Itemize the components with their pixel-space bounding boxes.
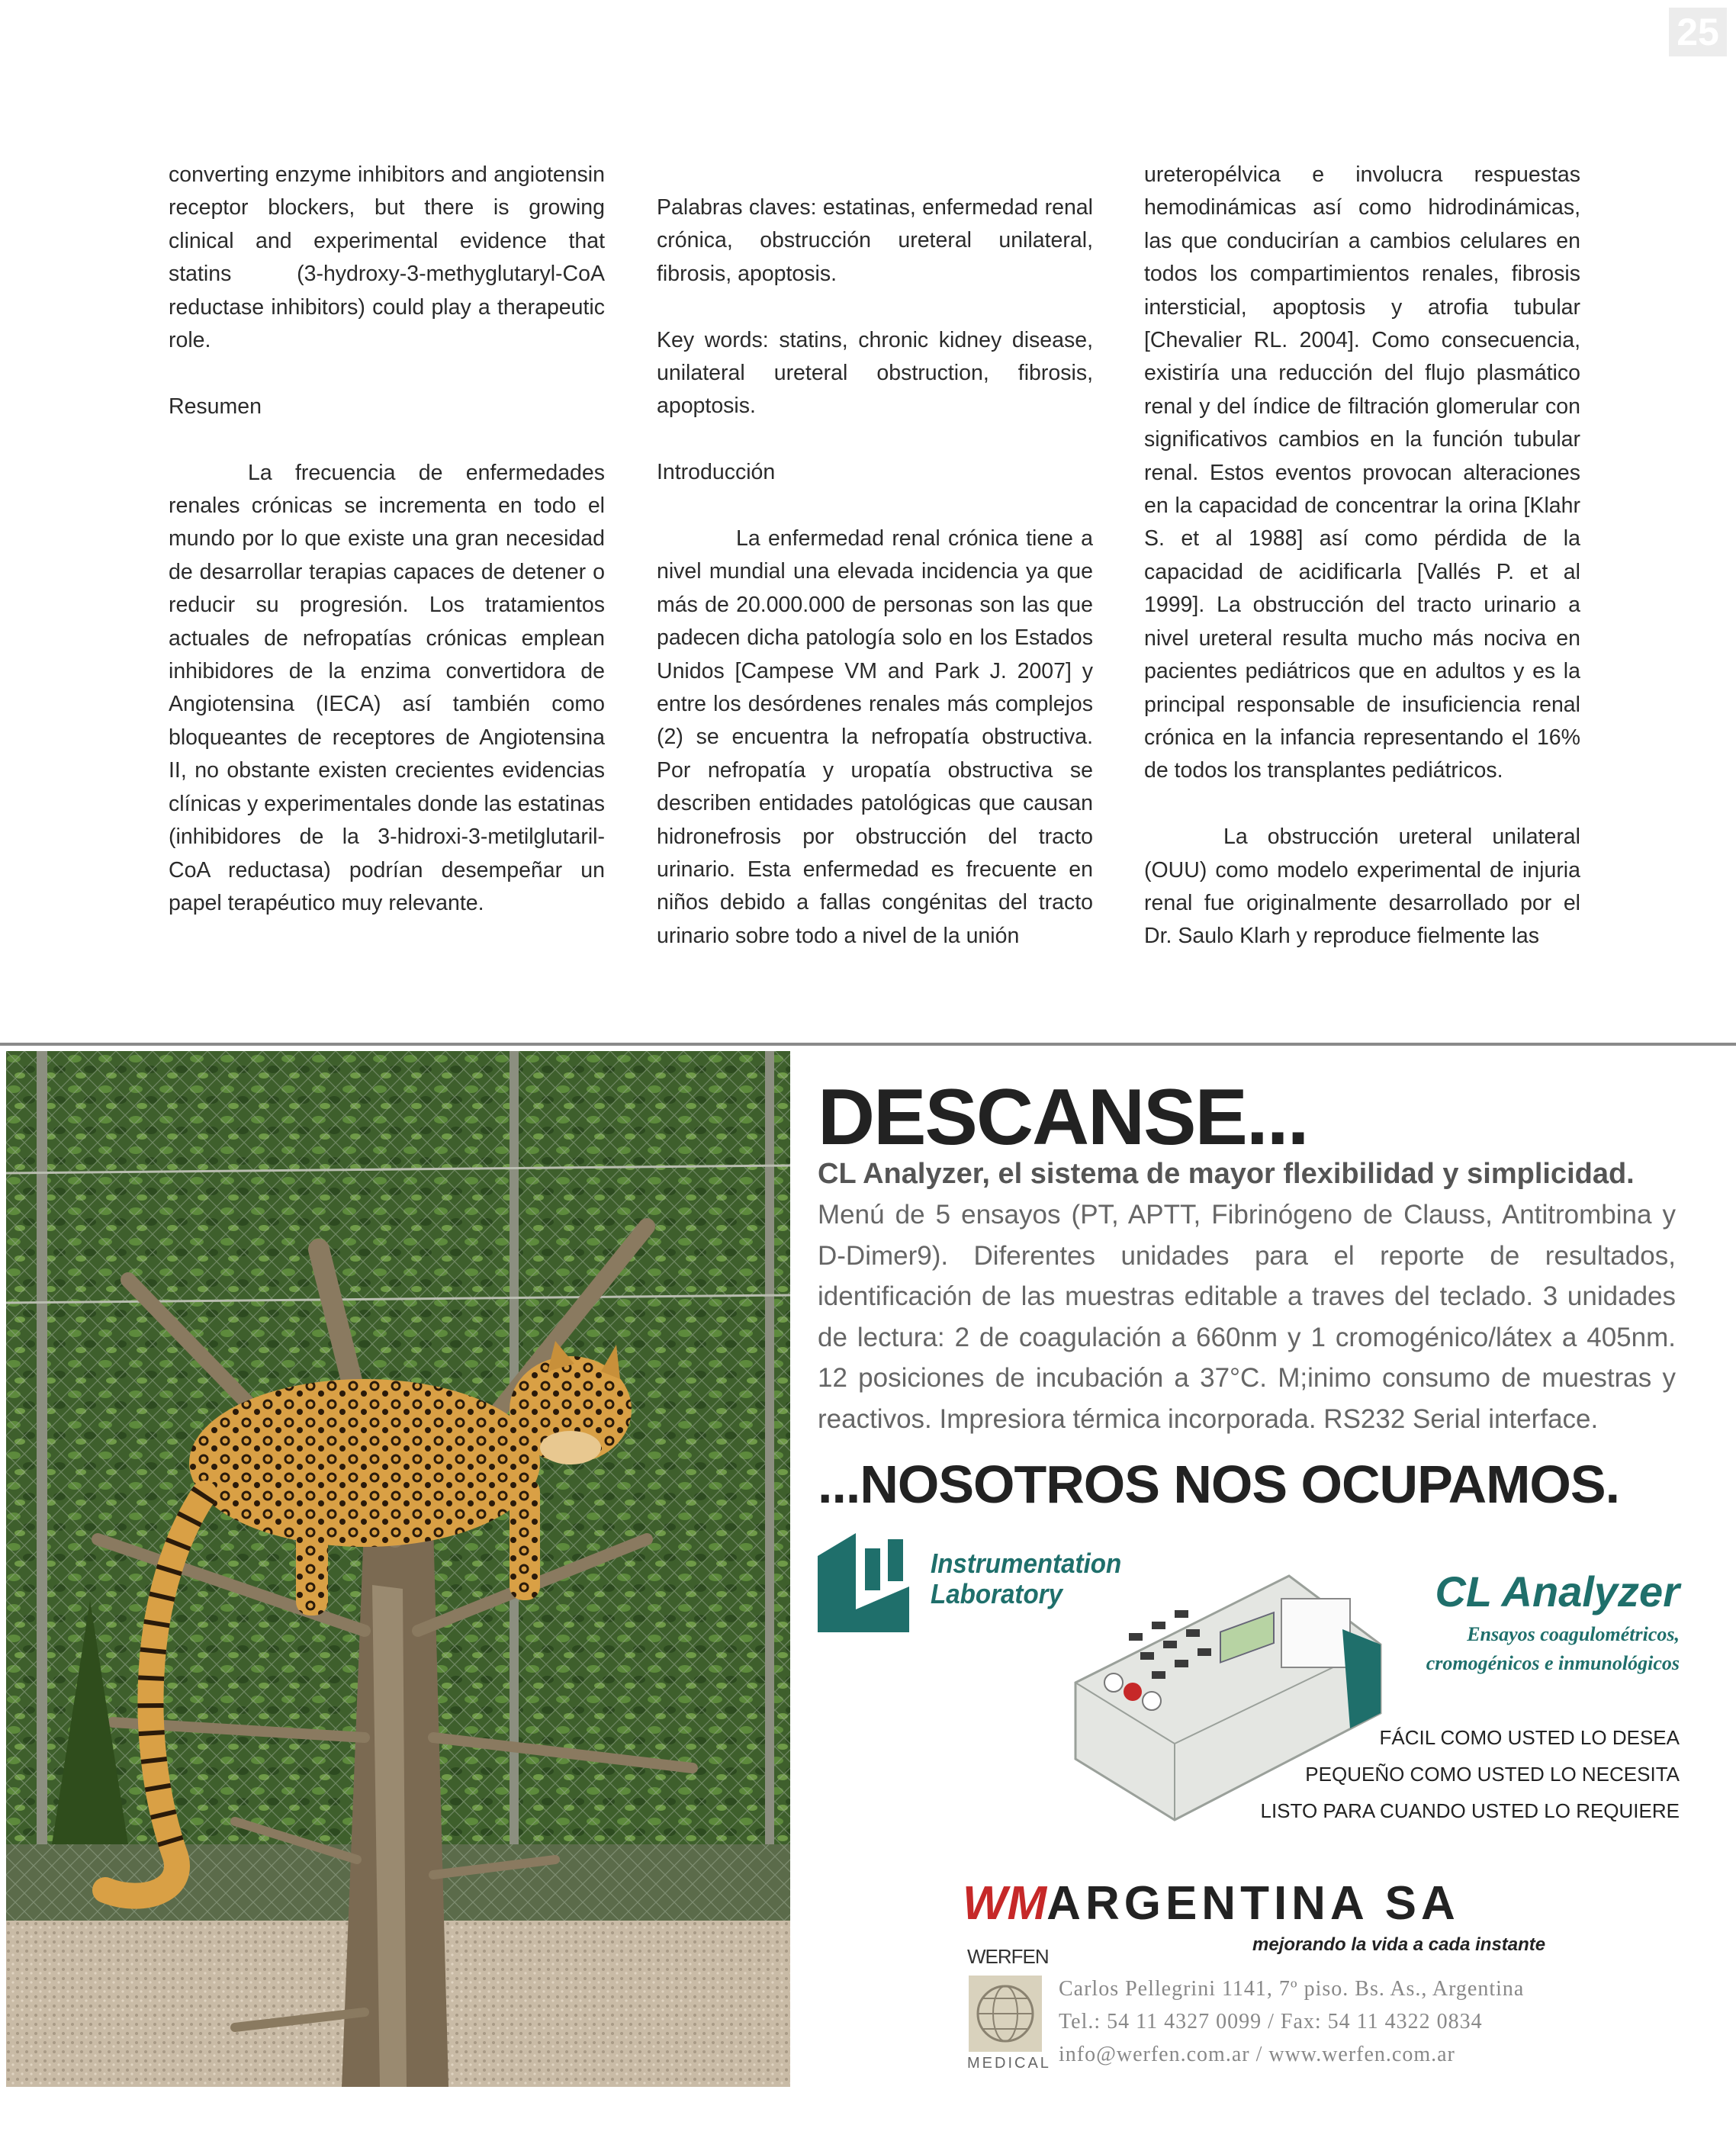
paragraph: La enfermedad renal crónica tiene a nivel mundial una elevada incidencia ya que más de 20.000.000 de personas son las que padecen dicha patología solo en los Estados Unidos [Campese VM and Park J. 2007] y entre los desórdenes renales más complejos (2) se encuentra la nefropatía obstructiva. Por nefropatía y uropatía obstructiva se describen entidades patológicas que causan hidronefrosis por obstrucción del tracto urinario. Esta enfermedad es frecuente en niños debido a fallas congénitas del tracto urinario sobre todo a nivel de la unión: [657, 526, 1093, 948]
ad-headline: DESCANSE...: [818, 1073, 1308, 1162]
werfen-medical-label: MEDICAL: [967, 2055, 1051, 2072]
cl-analyzer-advertisement: [818, 1051, 1680, 2096]
page-number: 25: [1669, 8, 1727, 56]
product-description: Ensayos coagulométricos, cromogénicos e inmunológicos: [1426, 1623, 1680, 1674]
ad-subheadline: CL Analyzer, el sistema de mayor flexibilidad y simplicidad.: [818, 1158, 1635, 1190]
product-name: CL Analyzer: [1435, 1567, 1680, 1616]
product-claims: FÁCIL COMO USTED LO DESEA PEQUEÑO COMO USTED LO NECESITA LISTO PARA CUANDO USTED LO REQUIERE: [1260, 1726, 1680, 1822]
instrumentation-laboratory-logo-icon: [818, 1525, 917, 1640]
ad-body-text: Menú de 5 ensayos (PT, APTT, Fibrinógeno de Clauss, Antitrombina y D-Dimer9). Diferentes unidades para el reporte de resultados, identificación de las muestras editable a traves del teclado. 3 unidades de lectura: 2 de coagulación a 660nm y 1 cromogénico/látex a 405nm. 12 posiciones de incubación a 37°C. M;inimo consumo de muestras y reactivos. Impresiora térmica incorporada. RS232 Serial interface.: [818, 1200, 1676, 1434]
instrumentation-laboratory-wordmark: Instrumentation Laboratory: [931, 1548, 1122, 1609]
paragraph: La frecuencia de enfermedades renales crónicas se incrementa en todo el mundo por lo que existe una gran necesidad de desarrollar terapias capaces de detener o reducir su progresión. Los tratamientos actuales de nefropatías crónicas emplean inhibidores de la enzima convertidora de Angiotensina (IECA) así también como bloqueantes de receptores de Angiotensina II, no obstante existen crecientes evidencias clínicas y experimentales donde las estatinas (inhibidores de la 3-hidroxi-3-metilglutaril-CoA reductasa) podrían desempeñar un papel terapéutico muy relevante.: [169, 460, 605, 915]
paragraph: ureteropélvica e involucra respuestas hemodinámicas así como hidrodinámicas, las que conducirían a cambios celulares en todos los compartimientos renales, fibrosis intersticial, apoptosis y atrofia tubular [Chevalier RL. 2004]. Como consecuencia, existiría una reducción del flujo plasmático renal y del índice de filtración glomerular con significativos cambios en la función tubular renal. Estos eventos provocan alteraciones en la capacidad de concentrar la orina [Klahr S. et al 1988] así como pérdida de la capacidad de acidificarla [Vallés P. et al 1999]. La obstrucción del tracto urinario a nivel ureteral resulta mucho más nociva en pacientes pediátricos que en adultos y es la principal responsable de insuficiencia renal crónica en la infancia representando el 16% de todos los transplantes pediátricos.: [1144, 162, 1580, 783]
keywords-spanish: Palabras claves: estatinas, enfermedad renal crónica, obstrucción ureteral unilateral, fibrosis, apoptosis.: [657, 195, 1093, 286]
article-column-2: [657, 191, 1093, 953]
werfen-globe-logo-icon: [969, 1976, 1042, 2052]
contact-info: [1059, 1972, 1524, 2071]
section-heading-introduccion: Introducción: [657, 460, 776, 485]
section-heading-resumen: Resumen: [169, 394, 262, 419]
ad-slogan: ...NOSOTROS NOS OCUPAMOS.: [818, 1455, 1620, 1514]
paragraph: La obstrucción ureteral unilateral (OUU) como modelo experimental de injuria renal fue originalmente desarrollado por el Dr. Saulo Klarh y reproduce fielmente las: [1144, 825, 1580, 949]
article-column-1: [169, 159, 605, 920]
ad-divider-line: [0, 1043, 1736, 1046]
address: Carlos Pellegrini 1141, 7º piso. Bs. As., Argentina: [1059, 1977, 1525, 2001]
company-tagline: mejorando la vida a cada instante: [1252, 1934, 1546, 1955]
paragraph: converting enzyme inhibitors and angiotensin receptor blockers, but there is growing clinical and experimental evidence that statins (3-hydroxy-3-methyglutaryl-CoA reductase inhibitors) could play a therapeutic role.: [169, 162, 605, 353]
email-website: info@werfen.com.ar / www.werfen.com.ar: [1059, 2043, 1455, 2066]
keywords-english: Key words: statins, chronic kidney disease, unilateral ureteral obstruction, fibrosis, apoptosis.: [657, 327, 1093, 419]
phone-fax: Tel.: 54 11 4327 0099 / Fax: 54 11 4322 0834: [1059, 2010, 1483, 2033]
wm-argentina-logo: WMARGENTINA SA: [963, 1877, 1460, 1930]
leopard-photo: [6, 1051, 790, 2087]
article-column-3: [1144, 159, 1580, 953]
werfen-label: WERFEN: [967, 1945, 1049, 1968]
